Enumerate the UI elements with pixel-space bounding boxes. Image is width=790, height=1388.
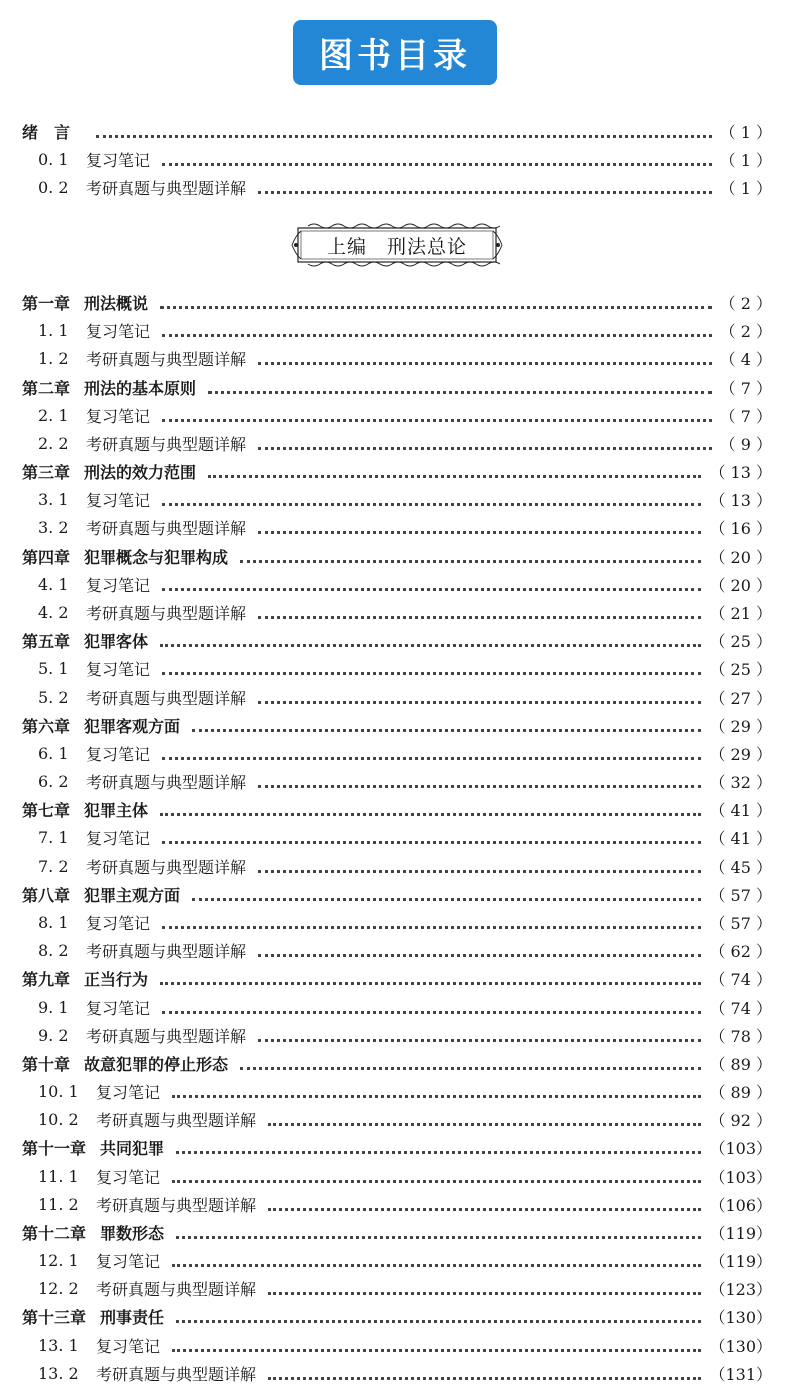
section-title: 考研真题与典型题详解	[86, 349, 247, 369]
toc-section-row[interactable]	[38, 739, 772, 767]
page-number: （ 20 ）	[709, 575, 772, 595]
toc-chapter-row[interactable]	[22, 1218, 772, 1246]
dot-leader	[96, 121, 712, 138]
toc-section-row[interactable]	[38, 401, 772, 429]
page-number: （ 13 ）	[709, 490, 772, 510]
toc-section-row[interactable]	[38, 1190, 772, 1218]
chapter-number: 第五章	[22, 631, 71, 651]
toc-section-row[interactable]	[38, 993, 772, 1021]
toc-section-row[interactable]	[38, 1105, 772, 1133]
section-number: 8. 1	[38, 912, 69, 932]
chapter-title: 刑法的效力范围	[84, 462, 197, 482]
toc-section-row[interactable]	[38, 316, 772, 344]
section-title: 考研真题与典型题详解	[86, 688, 247, 708]
section-number: 3. 1	[38, 489, 69, 509]
chapter-number: 第十三章	[22, 1307, 87, 1327]
dot-leader	[160, 630, 701, 647]
page-number: （ 74 ）	[709, 969, 772, 989]
section-number: 12. 2	[38, 1278, 79, 1298]
section-number: 8. 2	[38, 940, 69, 960]
dot-leader	[162, 574, 701, 591]
section-number: 0. 1	[38, 149, 69, 169]
part-banner	[288, 220, 506, 270]
dot-leader	[162, 997, 701, 1014]
chapter-number: 第七章	[22, 800, 71, 820]
toc-section-row[interactable]	[38, 936, 772, 964]
chapter-number: 第九章	[22, 969, 71, 989]
dot-leader	[240, 1053, 701, 1070]
dot-leader	[268, 1363, 701, 1380]
section-title: 考研真题与典型题详解	[86, 518, 247, 538]
section-number: 7. 1	[38, 827, 69, 847]
page-number: （123）	[709, 1279, 772, 1299]
dot-leader	[162, 489, 701, 506]
chapter-title: 罪数形态	[100, 1223, 165, 1243]
chapter-title: 共同犯罪	[100, 1138, 165, 1158]
toc-section-row[interactable]	[38, 1077, 772, 1105]
section-title: 复习笔记	[86, 828, 151, 848]
chapter-number: 绪 言	[22, 122, 71, 142]
page-number: （106）	[709, 1195, 772, 1215]
page-number: （ 57 ）	[709, 885, 772, 905]
page-number: （ 2 ）	[719, 293, 772, 313]
section-number: 11. 1	[38, 1166, 79, 1186]
section-title: 复习笔记	[86, 575, 151, 595]
page-number: （ 1 ）	[719, 178, 772, 198]
page-number: （ 13 ）	[709, 462, 772, 482]
chapter-title: 正当行为	[84, 969, 149, 989]
toc-section-row[interactable]	[38, 570, 772, 598]
toc-chapter-row[interactable]	[22, 626, 772, 654]
section-title: 复习笔记	[86, 150, 151, 170]
toc-section-row[interactable]	[38, 344, 772, 372]
page-number: （ 57 ）	[709, 913, 772, 933]
toc-section-row[interactable]	[38, 767, 772, 795]
dot-leader	[176, 1222, 701, 1239]
section-number: 6. 1	[38, 743, 69, 763]
toc-chapter-row[interactable]	[22, 1049, 772, 1077]
section-title: 复习笔记	[96, 1082, 161, 1102]
page-number: （ 20 ）	[709, 547, 772, 567]
dot-leader	[258, 517, 701, 534]
chapter-title: 刑事责任	[100, 1307, 165, 1327]
section-number: 9. 2	[38, 1025, 69, 1045]
section-number: 1. 1	[38, 320, 69, 340]
section-title: 考研真题与典型题详解	[96, 1279, 257, 1299]
page-number: （ 25 ）	[709, 631, 772, 651]
dot-leader	[258, 856, 701, 873]
toc-chapter-row[interactable]	[22, 117, 772, 145]
toc-section-row[interactable]	[38, 598, 772, 626]
dot-leader	[208, 377, 712, 394]
section-number: 11. 2	[38, 1194, 79, 1214]
page-number: （ 27 ）	[709, 688, 772, 708]
section-title: 考研真题与典型题详解	[96, 1195, 257, 1215]
toc-section-row[interactable]	[38, 823, 772, 851]
dot-leader	[258, 348, 712, 365]
section-title: 考研真题与典型题详解	[86, 857, 247, 877]
page-number: （ 25 ）	[709, 659, 772, 679]
page-number: （119）	[709, 1251, 772, 1271]
toc-section-row[interactable]	[38, 429, 772, 457]
section-number: 5. 2	[38, 687, 69, 707]
dot-leader	[162, 743, 701, 760]
chapter-number: 第六章	[22, 716, 71, 736]
section-number: 13. 1	[38, 1335, 79, 1355]
toc-section-row[interactable]	[38, 485, 772, 513]
section-title: 考研真题与典型题详解	[86, 1026, 247, 1046]
section-number: 2. 1	[38, 405, 69, 425]
chapter-number: 第四章	[22, 547, 71, 567]
toc-section-row[interactable]	[38, 1331, 772, 1359]
section-title: 考研真题与典型题详解	[96, 1110, 257, 1130]
section-title: 复习笔记	[86, 406, 151, 426]
page-number: （ 4 ）	[719, 349, 772, 369]
section-number: 5. 1	[38, 658, 69, 678]
dot-leader	[176, 1137, 701, 1154]
page-number: （ 89 ）	[709, 1054, 772, 1074]
page-number: （ 9 ）	[719, 434, 772, 454]
page-number: （ 41 ）	[709, 800, 772, 820]
dot-leader	[172, 1166, 701, 1183]
section-title: 复习笔记	[86, 998, 151, 1018]
dot-leader	[176, 1306, 701, 1323]
chapter-number: 第十二章	[22, 1223, 87, 1243]
dot-leader	[258, 177, 712, 194]
toc-chapter-row[interactable]	[22, 457, 772, 485]
section-number: 7. 2	[38, 856, 69, 876]
chapter-title: 犯罪主体	[84, 800, 149, 820]
page-number: （ 89 ）	[709, 1082, 772, 1102]
toc-chapter-row[interactable]	[22, 711, 772, 739]
dot-leader	[172, 1081, 701, 1098]
section-number: 9. 1	[38, 997, 69, 1017]
page-number: （ 21 ）	[709, 603, 772, 623]
section-number: 2. 2	[38, 433, 69, 453]
chapter-title: 犯罪主观方面	[84, 885, 181, 905]
page-number: （ 7 ）	[719, 378, 772, 398]
toc-section-row[interactable]	[38, 513, 772, 541]
page-number: （119）	[709, 1223, 772, 1243]
page-number: （130）	[709, 1307, 772, 1327]
dot-leader	[268, 1194, 701, 1211]
dot-leader	[162, 912, 701, 929]
chapter-title: 刑法的基本原则	[84, 378, 197, 398]
toc-section-row[interactable]	[38, 173, 772, 201]
dot-leader	[258, 771, 701, 788]
toc-section-row[interactable]	[38, 852, 772, 880]
section-title: 考研真题与典型题详解	[86, 941, 247, 961]
toc-section-row[interactable]	[38, 1246, 772, 1274]
section-title: 复习笔记	[96, 1167, 161, 1187]
dot-leader	[258, 1025, 701, 1042]
toc-section-row[interactable]	[38, 654, 772, 682]
section-title: 复习笔记	[86, 659, 151, 679]
section-number: 6. 2	[38, 771, 69, 791]
chapter-title: 刑法概说	[84, 293, 149, 313]
toc-chapter-row[interactable]	[22, 964, 772, 992]
page-number: （ 1 ）	[719, 150, 772, 170]
dot-leader	[268, 1109, 701, 1126]
section-title: 复习笔记	[86, 490, 151, 510]
toc-section-row[interactable]	[38, 683, 772, 711]
chapter-number: 第一章	[22, 293, 71, 313]
toc-section-row[interactable]	[38, 1021, 772, 1049]
section-number: 1. 2	[38, 348, 69, 368]
dot-leader	[268, 1278, 701, 1295]
page-number: （ 74 ）	[709, 998, 772, 1018]
toc-chapter-row[interactable]	[22, 1133, 772, 1161]
chapter-number: 第十一章	[22, 1138, 87, 1158]
chapter-title: 故意犯罪的停止形态	[84, 1054, 229, 1074]
section-title: 考研真题与典型题详解	[86, 603, 247, 623]
page-number: （ 92 ）	[709, 1110, 772, 1130]
page-number: （ 41 ）	[709, 828, 772, 848]
part-title: 上编 刑法总论	[326, 235, 467, 258]
toc-chapter-row[interactable]	[22, 288, 772, 316]
chapter-number: 第八章	[22, 885, 71, 905]
page-number: （ 45 ）	[709, 857, 772, 877]
page-title: 图书目录	[319, 36, 471, 76]
chapter-number: 第二章	[22, 378, 71, 398]
dot-leader	[258, 940, 701, 957]
dot-leader	[208, 461, 701, 478]
section-number: 3. 2	[38, 517, 69, 537]
section-number: 10. 1	[38, 1081, 79, 1101]
dot-leader	[162, 827, 701, 844]
dot-leader	[258, 433, 712, 450]
section-number: 13. 2	[38, 1363, 79, 1383]
page-number: （ 16 ）	[709, 518, 772, 538]
dot-leader	[258, 687, 701, 704]
page-number: （ 2 ）	[719, 321, 772, 341]
section-number: 4. 1	[38, 574, 69, 594]
page-number: （ 78 ）	[709, 1026, 772, 1046]
section-title: 复习笔记	[96, 1336, 161, 1356]
page-number: （ 29 ）	[709, 716, 772, 736]
toc-chapter-row[interactable]	[22, 795, 772, 823]
section-number: 4. 2	[38, 602, 69, 622]
section-title: 复习笔记	[96, 1251, 161, 1271]
dot-leader	[162, 658, 701, 675]
toc-chapter-row[interactable]	[22, 373, 772, 401]
toc-section-row[interactable]	[38, 908, 772, 936]
toc-section-row[interactable]	[38, 145, 772, 173]
page-number: （ 32 ）	[709, 772, 772, 792]
dot-leader	[192, 715, 701, 732]
section-title: 考研真题与典型题详解	[86, 772, 247, 792]
dot-leader	[240, 546, 701, 563]
section-number: 0. 2	[38, 177, 69, 197]
chapter-title: 犯罪概念与犯罪构成	[84, 547, 229, 567]
chapter-number: 第三章	[22, 462, 71, 482]
chapter-title: 犯罪客观方面	[84, 716, 181, 736]
section-title: 考研真题与典型题详解	[86, 434, 247, 454]
section-title: 考研真题与典型题详解	[96, 1364, 257, 1384]
chapter-number: 第十章	[22, 1054, 71, 1074]
section-title: 考研真题与典型题详解	[86, 178, 247, 198]
section-number: 12. 1	[38, 1250, 79, 1270]
toc-header-banner	[293, 20, 497, 85]
toc-section-row[interactable]	[38, 1162, 772, 1190]
dot-leader	[162, 320, 712, 337]
page-number: （ 1 ）	[719, 122, 772, 142]
section-title: 复习笔记	[86, 321, 151, 341]
dot-leader	[162, 149, 712, 166]
chapter-title: 犯罪客体	[84, 631, 149, 651]
toc-chapter-row[interactable]	[22, 880, 772, 908]
page-number: （130）	[709, 1336, 772, 1356]
toc-section-row[interactable]	[38, 1274, 772, 1302]
dot-leader	[160, 968, 701, 985]
dot-leader	[160, 799, 701, 816]
page-number: （131）	[709, 1364, 772, 1384]
dot-leader	[192, 884, 701, 901]
page-number: （ 62 ）	[709, 941, 772, 961]
toc-section-row[interactable]	[38, 1359, 772, 1387]
section-title: 复习笔记	[86, 913, 151, 933]
section-title: 复习笔记	[86, 744, 151, 764]
dot-leader	[160, 292, 712, 309]
page-number: （103）	[709, 1167, 772, 1187]
dot-leader	[258, 602, 701, 619]
page-number: （103）	[709, 1138, 772, 1158]
page-number: （ 29 ）	[709, 744, 772, 764]
toc-chapter-row[interactable]	[22, 1302, 772, 1330]
page-number: （ 7 ）	[719, 406, 772, 426]
section-number: 10. 2	[38, 1109, 79, 1129]
dot-leader	[162, 405, 712, 422]
dot-leader	[172, 1250, 701, 1267]
dot-leader	[172, 1335, 701, 1352]
toc-chapter-row[interactable]	[22, 542, 772, 570]
